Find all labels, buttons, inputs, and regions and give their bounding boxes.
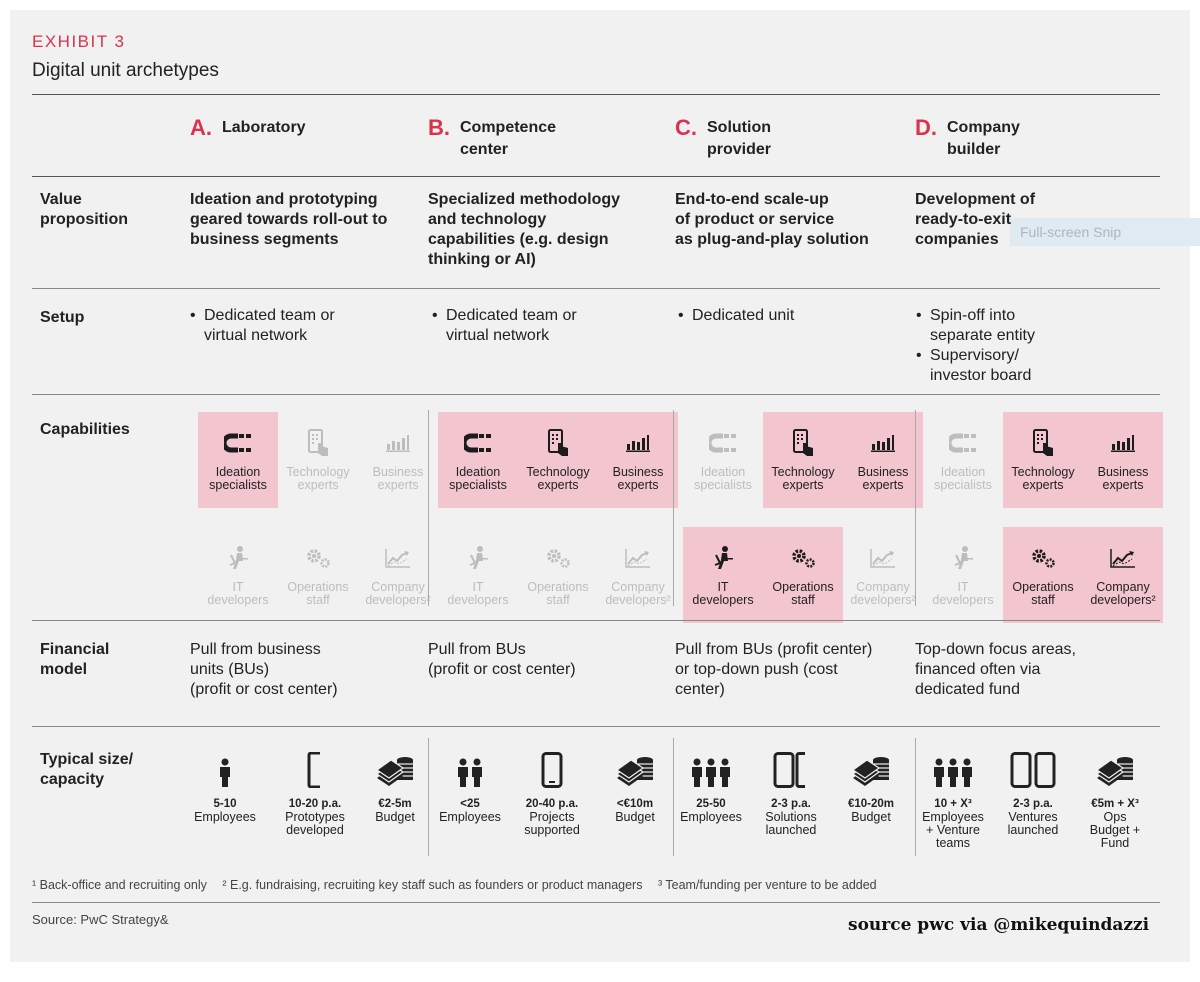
cap-separator-ab: [428, 410, 429, 606]
size-label: Budget: [851, 810, 891, 824]
developer-icon: [923, 543, 1003, 573]
archetype-c-name-1: Solution: [707, 119, 771, 136]
person-2-icon: [427, 746, 513, 788]
capability-c-company: [843, 527, 923, 623]
person-3-icon: [910, 746, 996, 788]
capability-d-company: [1083, 527, 1163, 623]
growth-chart-icon: [598, 543, 678, 573]
bar-chart-icon: [843, 428, 923, 458]
capability-c-it: [683, 527, 763, 623]
gears-icon: [518, 543, 598, 573]
size-a-2: [352, 746, 438, 824]
archetype-b-name-2: center: [460, 141, 509, 158]
capability-a-ideation: [198, 412, 278, 508]
capability-c-operations: [763, 527, 843, 623]
setup-a: • Dedicated team or virtual network: [190, 307, 335, 344]
capability-label: Business experts: [612, 465, 664, 492]
row-label-value: Value proposition: [40, 191, 128, 228]
magnet-icon: [198, 428, 278, 458]
money-stack-icon: [828, 746, 914, 788]
divider-setup: [32, 288, 1160, 289]
capability-c-business: [843, 412, 923, 508]
person-3-icon: [668, 746, 754, 788]
size-a-1: [272, 746, 358, 837]
size-value: 2-3 p.a.: [771, 798, 811, 810]
capability-c-ideation: [683, 412, 763, 508]
tablet-touch-icon: [763, 428, 843, 458]
setup-b: • Dedicated team or virtual network: [432, 307, 577, 344]
capability-label: Technology experts: [1011, 465, 1075, 492]
row-label-setup: Setup: [40, 309, 85, 326]
size-value: €5m + X³: [1091, 798, 1139, 810]
source-note: Source: PwC Strategy&: [32, 912, 169, 927]
size-value: <€10m: [616, 798, 654, 810]
footnote-2: ² E.g. fundraising, recruiting key staff such as founders or product managers: [222, 878, 643, 892]
capability-label: IT developers: [207, 580, 269, 607]
magnet-icon: [438, 428, 518, 458]
value-prop-c: End-to-end scale-up of product or service as plug-and-play solution: [675, 191, 869, 248]
row-label-capabilities: Capabilities: [40, 421, 130, 438]
archetype-d-header: [915, 116, 1020, 161]
growth-chart-icon: [358, 543, 438, 573]
archetype-c-header: [675, 116, 771, 161]
capability-a-operations: [278, 527, 358, 623]
capability-b-it: [438, 527, 518, 623]
size-label: Prototypes developed: [285, 810, 345, 837]
size-label: Budget: [615, 810, 655, 824]
capability-b-ideation: [438, 412, 518, 508]
divider-financial: [32, 620, 1160, 621]
capability-label: Operations staff: [527, 580, 589, 607]
size-d-2: [1072, 746, 1158, 850]
footnote-3: ³ Team/funding per venture to be added: [657, 878, 877, 892]
size-separator-cd: [915, 738, 916, 856]
bar-chart-icon: [358, 428, 438, 458]
capability-label: Company developers²: [365, 580, 431, 607]
value-prop-d: Development of ready-to-exit companies: [915, 191, 1036, 248]
phone-half-icon: [272, 746, 358, 788]
capability-label: Operations staff: [287, 580, 349, 607]
size-label: Employees: [194, 810, 256, 824]
growth-chart-icon: [1083, 543, 1163, 573]
size-label: Solutions launched: [765, 810, 817, 837]
capability-label: Company developers²: [1090, 580, 1156, 607]
capability-label: Business experts: [372, 465, 424, 492]
archetype-d-name-2: builder: [947, 141, 1001, 158]
financial-a: Pull from business units (BUs) (profit or cost center): [190, 641, 338, 698]
capability-b-business: [598, 412, 678, 508]
capability-b-operations: [518, 527, 598, 623]
bar-chart-icon: [1083, 428, 1163, 458]
size-value: €2-5m: [378, 798, 412, 810]
money-stack-icon: [1072, 746, 1158, 788]
capability-label: IT developers: [447, 580, 509, 607]
capability-d-it: [923, 527, 1003, 623]
capability-label: Technology experts: [286, 465, 350, 492]
tablet-touch-icon: [518, 428, 598, 458]
capability-a-company: [358, 527, 438, 623]
developer-icon: [198, 543, 278, 573]
capability-label: Ideation specialists: [694, 465, 752, 492]
person-1-icon: [182, 746, 268, 788]
bar-chart-icon: [598, 428, 678, 458]
setup-c: • Dedicated unit: [678, 307, 795, 324]
capability-d-business: [1083, 412, 1163, 508]
credit-note: source pwc via @mikequindazzi: [848, 915, 1150, 935]
size-label: Employees + Venture teams: [922, 810, 984, 850]
capability-a-business: [358, 412, 438, 508]
divider-capabilities: [32, 394, 1160, 395]
gears-icon: [1003, 543, 1083, 573]
size-value: 25-50: [696, 798, 726, 810]
size-label: Projects supported: [524, 810, 580, 837]
exhibit-title: Digital unit archetypes: [32, 60, 219, 81]
magnet-icon: [923, 428, 1003, 458]
capability-a-technology: [278, 412, 358, 508]
capability-label: Technology experts: [526, 465, 590, 492]
phone-2-icon: [990, 746, 1076, 788]
size-value: 20-40 p.a.: [525, 798, 579, 810]
size-d-0: [910, 746, 996, 850]
capability-label: Company developers²: [605, 580, 671, 607]
row-label-size: Typical size/ capacity: [40, 751, 134, 788]
value-prop-a: Ideation and prototyping geared towards roll-out to business segments: [190, 191, 388, 248]
size-b-0: [427, 746, 513, 824]
financial-c: Pull from BUs (profit center) or top-down push (cost center): [675, 641, 873, 698]
archetype-a-name: Laboratory: [222, 119, 306, 136]
capability-c-technology: [763, 412, 843, 508]
capability-d-operations: [1003, 527, 1083, 623]
size-label: Budget: [375, 810, 415, 824]
size-separator-ab: [428, 738, 429, 856]
capability-label: Business experts: [857, 465, 909, 492]
divider-top: [32, 94, 1160, 95]
money-stack-icon: [352, 746, 438, 788]
size-a-0: [182, 746, 268, 824]
archetype-b-letter: B.: [428, 115, 450, 140]
capability-label: IT developers: [932, 580, 994, 607]
capability-label: IT developers: [692, 580, 754, 607]
capability-label: Business experts: [1097, 465, 1149, 492]
size-label: Employees: [680, 810, 742, 824]
size-c-1: [748, 746, 834, 837]
size-label: Employees: [439, 810, 501, 824]
size-c-2: [828, 746, 914, 824]
size-label: Ventures launched: [1007, 810, 1059, 837]
archetype-d-letter: D.: [915, 115, 937, 140]
capability-b-technology: [518, 412, 598, 508]
footnotes: [32, 878, 889, 892]
capability-label: Company developers²: [850, 580, 916, 607]
capability-label: Operations staff: [772, 580, 834, 607]
financial-d: Top-down focus areas, financed often via dedicated fund: [915, 641, 1076, 698]
exhibit-label: EXHIBIT 3: [32, 32, 126, 51]
developer-icon: [438, 543, 518, 573]
size-value: 2-3 p.a.: [1013, 798, 1053, 810]
capability-label: Ideation specialists: [449, 465, 507, 492]
capability-d-technology: [1003, 412, 1083, 508]
financial-b: Pull from BUs (profit or cost center): [428, 641, 576, 678]
size-c-0: [668, 746, 754, 824]
developer-icon: [683, 543, 763, 573]
capability-label: Ideation specialists: [209, 465, 267, 492]
size-value: 5-10: [213, 798, 237, 810]
size-d-1: [990, 746, 1076, 837]
money-stack-icon: [592, 746, 678, 788]
size-label: Ops Budget + Fund: [1089, 810, 1141, 850]
divider-size: [32, 726, 1160, 727]
archetype-a-letter: A.: [190, 115, 212, 140]
size-b-1: [509, 746, 595, 837]
size-value: €10-20m: [847, 798, 895, 810]
magnet-icon: [683, 428, 763, 458]
archetype-c-name-2: provider: [707, 141, 772, 158]
value-prop-b: Specialized methodology and technology capabilities (e.g. design thinking or AI): [428, 191, 621, 268]
footnote-1: ¹ Back-office and recruiting only: [32, 878, 207, 892]
divider-footer: [32, 902, 1160, 903]
row-label-financial: Financial model: [40, 641, 110, 678]
archetype-c-letter: C.: [675, 115, 697, 140]
cap-separator-bc: [673, 410, 674, 606]
phone-1-icon: [509, 746, 595, 788]
archetype-a-header: [190, 116, 306, 140]
capability-label: Technology experts: [771, 465, 835, 492]
tablet-touch-icon: [278, 428, 358, 458]
size-value: 10 + X³: [934, 798, 972, 810]
size-value: 10-20 p.a.: [288, 798, 342, 810]
size-separator-bc: [673, 738, 674, 856]
size-value: <25: [460, 798, 480, 810]
exhibit-page: [10, 10, 1190, 962]
divider-value: [32, 176, 1160, 177]
setup-d: • Spin-off into separate entity • Supervisory/ investor board: [916, 307, 1035, 384]
growth-chart-icon: [843, 543, 923, 573]
capability-label: Ideation specialists: [934, 465, 992, 492]
cap-separator-cd: [915, 410, 916, 606]
gears-icon: [278, 543, 358, 573]
capability-b-company: [598, 527, 678, 623]
archetype-b-name-1: Competence: [460, 119, 557, 136]
capability-a-it: [198, 527, 278, 623]
gears-icon: [763, 543, 843, 573]
capability-d-ideation: [923, 412, 1003, 508]
full-screen-snip-overlay[interactable]: Full-screen Snip: [1010, 218, 1200, 246]
phone-15-icon: [748, 746, 834, 788]
archetype-d-name-1: Company: [947, 119, 1020, 136]
capability-label: Operations staff: [1012, 580, 1074, 607]
size-b-2: [592, 746, 678, 824]
archetype-b-header: [428, 116, 556, 161]
tablet-touch-icon: [1003, 428, 1083, 458]
